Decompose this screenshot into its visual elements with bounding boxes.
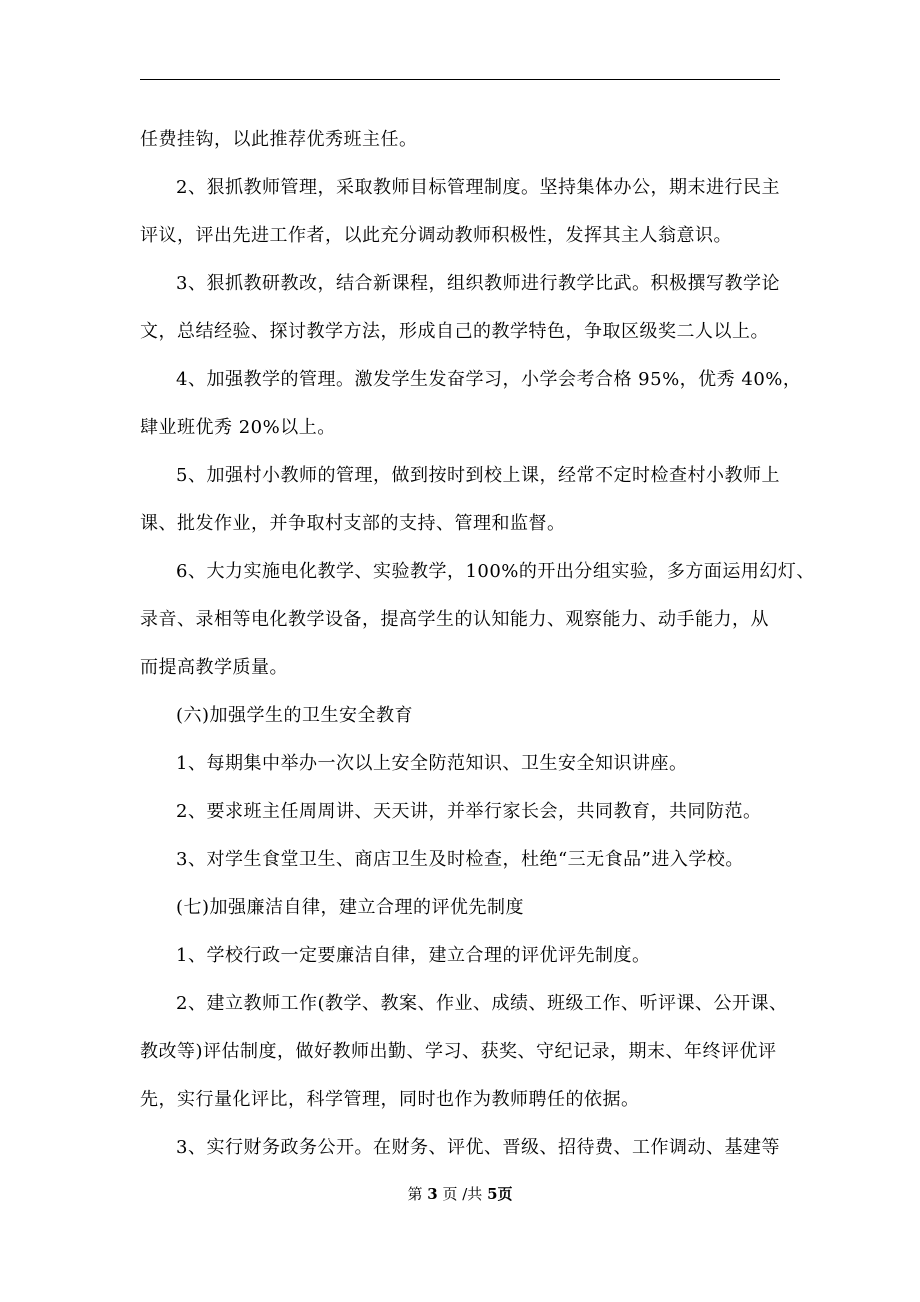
text-line: 1、学校行政一定要廉洁自律，建立合理的评优评先制度。: [176, 945, 651, 966]
footer-mid: 页 /共: [437, 1185, 488, 1203]
section-heading: (七)加强廉洁自律，建立合理的评优先制度: [176, 897, 525, 918]
text-line: 3、对学生食堂卫生、商店卫生及时检查，杜绝“三无食品”进入学校。: [176, 849, 744, 870]
text-line: 而提高教学质量。: [140, 657, 288, 678]
header-rule: [140, 79, 780, 80]
text-line: 教改等)评估制度，做好教师出勤、学习、获奖、守纪记录，期末、年终评优评: [140, 1041, 777, 1062]
text-line: 6、大力实施电化教学、实验教学，100%的开出分组实验，多方面运用幻灯、: [176, 561, 815, 582]
text-line: 2、要求班主任周周讲、天天讲，并举行家长会，共同教育，共同防范。: [176, 801, 762, 822]
text-line: 文，总结经验、探讨教学方法，形成自己的教学特色，争取区级奖二人以上。: [140, 321, 769, 342]
current-page-number: 3: [427, 1185, 438, 1203]
page-footer: [0, 1184, 920, 1204]
text-line: 2、狠抓教师管理，采取教师目标管理制度。坚持集体办公，期末进行民主: [176, 177, 780, 198]
footer-prefix: 第: [407, 1185, 428, 1203]
total-page-number: 5: [487, 1185, 498, 1203]
text-line: 5、加强村小教师的管理，做到按时到校上课，经常不定时检查村小教师上: [176, 465, 780, 486]
text-line: 4、加强教学的管理。激发学生发奋学习，小学会考合格 95%，优秀 40%，: [176, 369, 802, 390]
text-line: 先，实行量化评比，科学管理，同时也作为教师聘任的依据。: [140, 1089, 640, 1110]
section-heading: (六)加强学生的卫生安全教育: [176, 705, 414, 726]
text-line: 3、实行财务政务公开。在财务、评优、晋级、招待费、工作调动、基建等: [176, 1137, 780, 1158]
text-line: 评议，评出先进工作者，以此充分调动教师积极性，发挥其主人翁意识。: [140, 225, 732, 246]
text-line: 任费挂钩，以此推荐优秀班主任。: [140, 129, 418, 150]
text-line: 2、建立教师工作(教学、教案、作业、成绩、班级工作、听评课、公开课、: [176, 993, 788, 1014]
text-line: 肆业班优秀 20%以上。: [140, 417, 336, 438]
text-line: 录音、录相等电化教学设备，提高学生的认知能力、观察能力、动手能力，从: [140, 609, 769, 630]
text-line: 课、批发作业，并争取村支部的支持、管理和监督。: [140, 513, 566, 534]
text-line: 1、每期集中举办一次以上安全防范知识、卫生安全知识讲座。: [176, 753, 688, 774]
footer-suffix: 页: [497, 1185, 513, 1203]
text-line: 3、狠抓教研教改，结合新课程，组织教师进行教学比武。积极撰写教学论: [176, 273, 780, 294]
